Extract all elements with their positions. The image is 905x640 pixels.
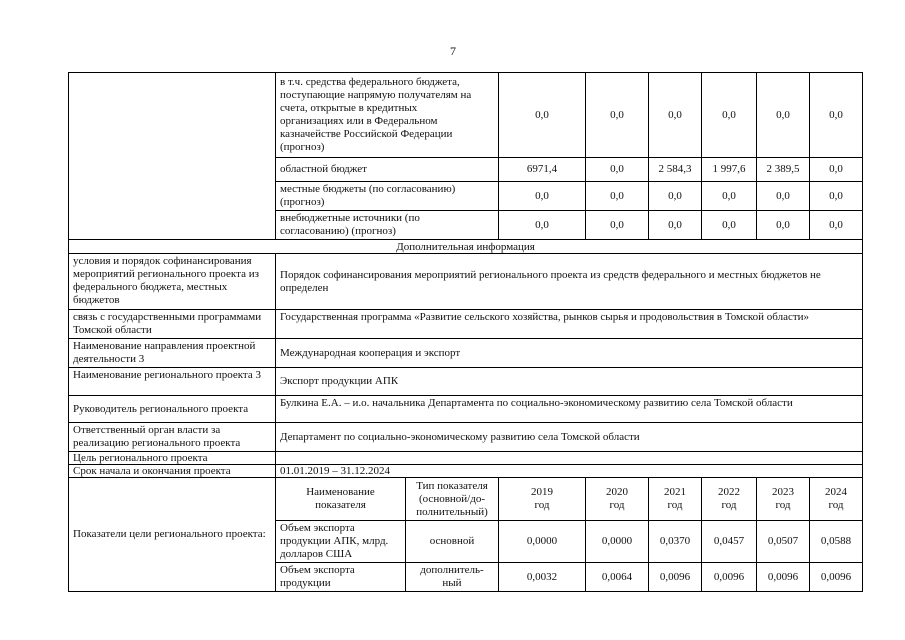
indicator-value: 0,0457 <box>702 521 757 563</box>
info-row <box>69 465 863 478</box>
info-row <box>69 310 863 339</box>
year-header: 2023 год <box>757 478 810 521</box>
additional-info-header-row <box>69 240 863 254</box>
info-value <box>276 452 863 465</box>
indicator-value: 0,0096 <box>649 563 702 592</box>
funding-value: 0,0 <box>499 182 586 211</box>
funding-value: 0,0 <box>757 73 810 158</box>
indicator-value: 0,0096 <box>810 563 863 592</box>
info-label: Ответственный орган власти за реализацию регионального проекта <box>69 423 276 452</box>
info-row <box>69 452 863 465</box>
funding-value: 2 584,3 <box>649 158 702 182</box>
page-number: 7 <box>450 44 456 58</box>
indicator-type: основной <box>406 521 499 563</box>
funding-value: 0,0 <box>702 182 757 211</box>
info-value: Государственная программа «Развитие сельского хозяйства, рынков сырья и продовольствия в Томской области» <box>276 310 863 339</box>
funding-value: 0,0 <box>810 73 863 158</box>
funding-value: 0,0 <box>586 158 649 182</box>
info-value: Департамент по социально-экономическому развитию села Томской области <box>276 423 863 452</box>
funding-value: 0,0 <box>702 73 757 158</box>
info-row <box>69 423 863 452</box>
funding-row-federal-direct <box>69 73 863 158</box>
info-row <box>69 254 863 310</box>
info-label: Срок начала и окончания проекта <box>69 465 276 478</box>
funding-label: внебюджетные источники (по согласованию) (прогноз) <box>276 211 499 240</box>
indicator-value: 0,0370 <box>649 521 702 563</box>
indicator-value: 0,0507 <box>757 521 810 563</box>
funding-value: 2 389,5 <box>757 158 810 182</box>
funding-value: 0,0 <box>757 211 810 240</box>
year-header: 2019 год <box>499 478 586 521</box>
indicator-type: дополнитель- ный <box>406 563 499 592</box>
indicators-label: Показатели цели регионального проекта: <box>69 478 276 592</box>
funding-value: 6971,4 <box>499 158 586 182</box>
info-label: Наименование направления проектной деятельности 3 <box>69 339 276 368</box>
info-value: Порядок софинансирования мероприятий регионального проекта из средств федерального и местных бюджетов не определен <box>276 254 863 310</box>
funding-value: 0,0 <box>499 73 586 158</box>
additional-info-header: Дополнительная информация <box>69 240 863 254</box>
indicator-name: Объем экспорта продукции <box>276 563 406 592</box>
info-label: Руководитель регионального проекта <box>69 396 276 423</box>
funding-value: 0,0 <box>810 182 863 211</box>
funding-value: 0,0 <box>702 211 757 240</box>
info-row <box>69 339 863 368</box>
info-row <box>69 368 863 396</box>
info-label: условия и порядок софинансирования мероприятий регионального проекта из федерального бюджета, местных бюджетов <box>69 254 276 310</box>
info-label: Цель регионального проекта <box>69 452 276 465</box>
indicator-value: 0,0000 <box>499 521 586 563</box>
info-value: Булкина Е.А. – и.о. начальника Департамента по социально-экономическому развитию села Томской области <box>276 396 863 423</box>
funding-value: 1 997,6 <box>702 158 757 182</box>
info-value: Экспорт продукции АПК <box>276 368 863 396</box>
indicator-value: 0,0096 <box>757 563 810 592</box>
funding-value: 0,0 <box>649 73 702 158</box>
info-value: 01.01.2019 – 31.12.2024 <box>276 465 863 478</box>
indicator-type-header: Тип показателя (основной/до- полнительный) <box>406 478 499 521</box>
year-header: 2022 год <box>702 478 757 521</box>
funding-value: 0,0 <box>757 182 810 211</box>
indicator-name: Объем экспорта продукции АПК, млрд. долларов США <box>276 521 406 563</box>
funding-value: 0,0 <box>649 211 702 240</box>
info-value: Международная кооперация и экспорт <box>276 339 863 368</box>
year-header: 2020 год <box>586 478 649 521</box>
funding-label: в т.ч. средства федерального бюджета, поступающие напрямую получателям на счета, открытые в кредитных организациях или в Федеральном казначействе Российской Федерации (прогноз) <box>276 73 499 158</box>
indicator-value: 0,0000 <box>586 521 649 563</box>
funding-value: 0,0 <box>499 211 586 240</box>
funding-label: местные бюджеты (по согласованию) (прогноз) <box>276 182 499 211</box>
funding-value: 0,0 <box>586 211 649 240</box>
funding-value: 0,0 <box>649 182 702 211</box>
funding-value: 0,0 <box>810 211 863 240</box>
info-label: связь с государственными программами Томской области <box>69 310 276 339</box>
funding-empty-cell <box>69 73 276 240</box>
info-row <box>69 396 863 423</box>
indicator-name-header: Наименование показателя <box>276 478 406 521</box>
project-passport-table <box>68 72 863 592</box>
funding-value: 0,0 <box>586 182 649 211</box>
indicators-header-row <box>69 478 863 521</box>
funding-value: 0,0 <box>810 158 863 182</box>
indicator-value: 0,0588 <box>810 521 863 563</box>
indicator-value: 0,0032 <box>499 563 586 592</box>
funding-label: областной бюджет <box>276 158 499 182</box>
indicator-value: 0,0096 <box>702 563 757 592</box>
year-header: 2021 год <box>649 478 702 521</box>
funding-value: 0,0 <box>586 73 649 158</box>
info-label: Наименование регионального проекта 3 <box>69 368 276 396</box>
indicator-value: 0,0064 <box>586 563 649 592</box>
year-header: 2024 год <box>810 478 863 521</box>
